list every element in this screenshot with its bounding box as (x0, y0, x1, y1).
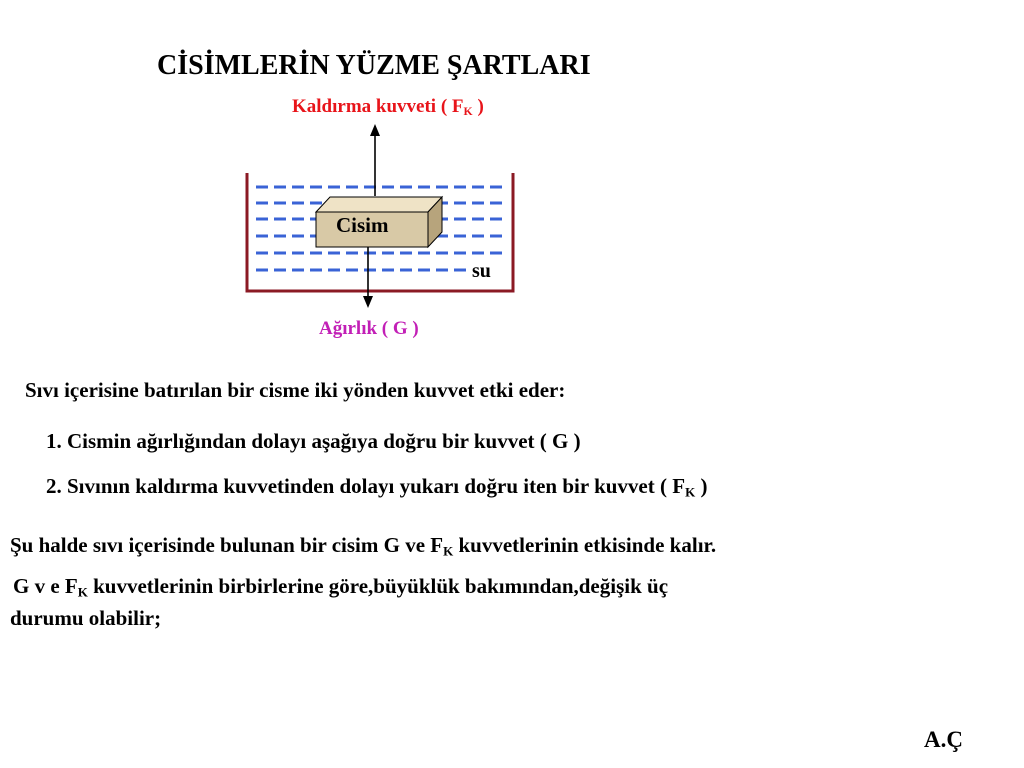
intro-text: Sıvı içerisine batırılan bir cisme iki yönden kuvvet etki eder: (25, 378, 566, 402)
paragraph-cases-end: durumu olabilir; (10, 606, 162, 630)
author-initials: A.Ç (924, 727, 963, 752)
list-item-weight: 1. Cismin ağırlığından dolayı aşağıya doğru bir kuvvet ( G ) (46, 429, 581, 453)
block-top (316, 197, 442, 212)
buoyancy-label: Kaldırma kuvveti ( $F_K$ ) (292, 96, 484, 118)
object-label: Cisim (336, 213, 389, 237)
weight-arrow (363, 247, 373, 308)
liquid-label: su (472, 260, 491, 282)
list-item-buoyancy: 2. Sıvının kaldırma kuvvetinden dolayı yukarı doğru iten bir kuvvet ( $F_K$ ) (46, 474, 708, 500)
weight-label: Ağırlık ( G ) (319, 318, 419, 339)
paragraph-forces: Şu halde sıvı içerisinde bulunan bir cisim G ve $F_K$ kuvvetlerinin etkisinde kalır. (10, 533, 717, 559)
paragraph-cases: G v e $F_K$ kuvvetlerinin birbirlerine göre,büyüklük bakımından,değişik üç (13, 574, 669, 600)
buoyancy-arrow (370, 124, 380, 196)
page-title: CİSİMLERİN YÜZME ŞARTLARI (157, 50, 591, 81)
